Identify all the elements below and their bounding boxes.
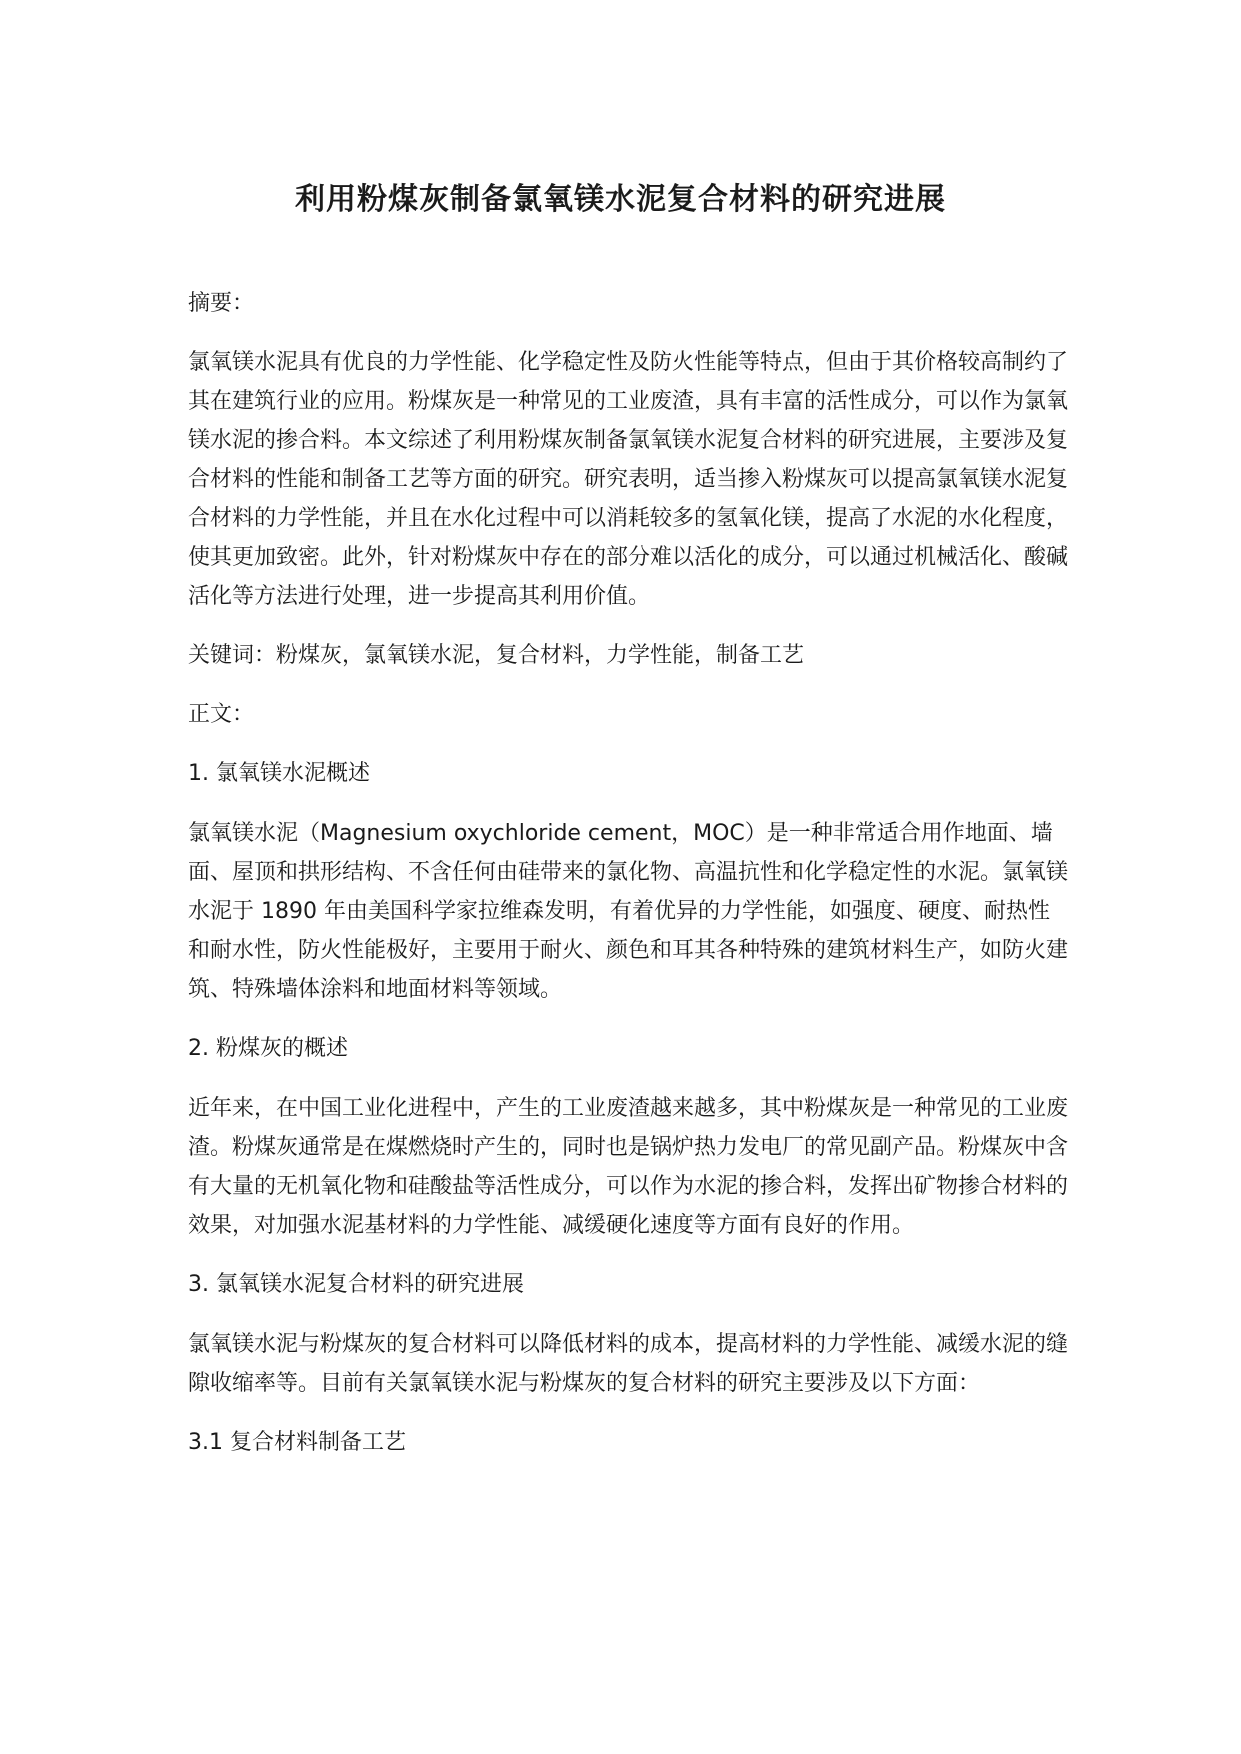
body-label: 正文： bbox=[188, 702, 255, 727]
abstract-label: 摘要： bbox=[188, 291, 255, 316]
section-paragraph-3: 氯氧镁水泥与粉煤灰的复合材料可以降低材料的成本，提高材料的力学性能、减缓水泥的缝隙收缩率等。目前有关氯氧镁水泥与粉煤灰的复合材料的研究主要涉及以下方面： bbox=[188, 1332, 1069, 1396]
section-paragraph-2: 近年来，在中国工业化进程中，产生的工业废渣越来越多，其中粉煤灰是一种常见的工业废渣。粉煤灰通常是在煤燃烧时产生的，同时也是锅炉热力发电厂的常见副产品。粉煤灰中含有大量的无机氧化物和硅酸盐等活性成分，可以作为水泥的掺合料，发挥出矿物掺合材料的效果，对加强水泥基材料的力学性能、减缓硬化速度等方面有良好的作用。 bbox=[188, 1096, 1069, 1238]
document-title: 利用粉煤灰制备氯氧镁水泥复合材料的研究进展 bbox=[295, 182, 946, 217]
subsection-heading-3-1: 3.1 复合材料制备工艺 bbox=[188, 1430, 406, 1455]
section-heading-1: 1. 氯氧镁水泥概述 bbox=[188, 761, 370, 786]
keywords-line: 关键词：粉煤灰，氯氧镁水泥，复合材料，力学性能，制备工艺 bbox=[188, 643, 805, 668]
section-heading-2: 2. 粉煤灰的概述 bbox=[188, 1036, 348, 1061]
abstract-paragraph: 氯氧镁水泥具有优良的力学性能、化学稳定性及防火性能等特点，但由于其价格较高制约了其在建筑行业的应用。粉煤灰是一种常见的工业废渣，具有丰富的活性成分，可以作为氯氧镁水泥的掺合料。本文综述了利用粉煤灰制备氯氧镁水泥复合材料的研究进展，主要涉及复合材料的性能和制备工艺等方面的研究。研究表明，适当掺入粉煤灰可以提高氯氧镁水泥复合材料的力学性能，并且在水化过程中可以消耗较多的氢氧化镁，提高了水泥的水化程度，使其更加致密。此外，针对粉煤灰中存在的部分难以活化的成分，可以通过机械活化、酸碱活化等方法进行处理，进一步提高其利用价值。 bbox=[188, 350, 1069, 609]
section-heading-3: 3. 氯氧镁水泥复合材料的研究进展 bbox=[188, 1272, 524, 1297]
section-paragraph-1: 氯氧镁水泥（Magnesium oxychloride cement，MOC）是一种非常适合用作地面、墙面、屋顶和拱形结构、不含任何由硅带来的氯化物、高温抗性和化学稳定性的水泥。氯氧镁水泥于 1890 年由美国科学家拉维森发明，有着优异的力学性能，如强度、硬度、耐热性和耐水性，防火性能极好，主要用于耐火、颜色和耳其各种特殊的建筑材料生产，如防火建筑、特殊墙体涂料和地面材料等领域。 bbox=[188, 821, 1069, 1002]
document-body bbox=[188, 284, 1068, 1483]
